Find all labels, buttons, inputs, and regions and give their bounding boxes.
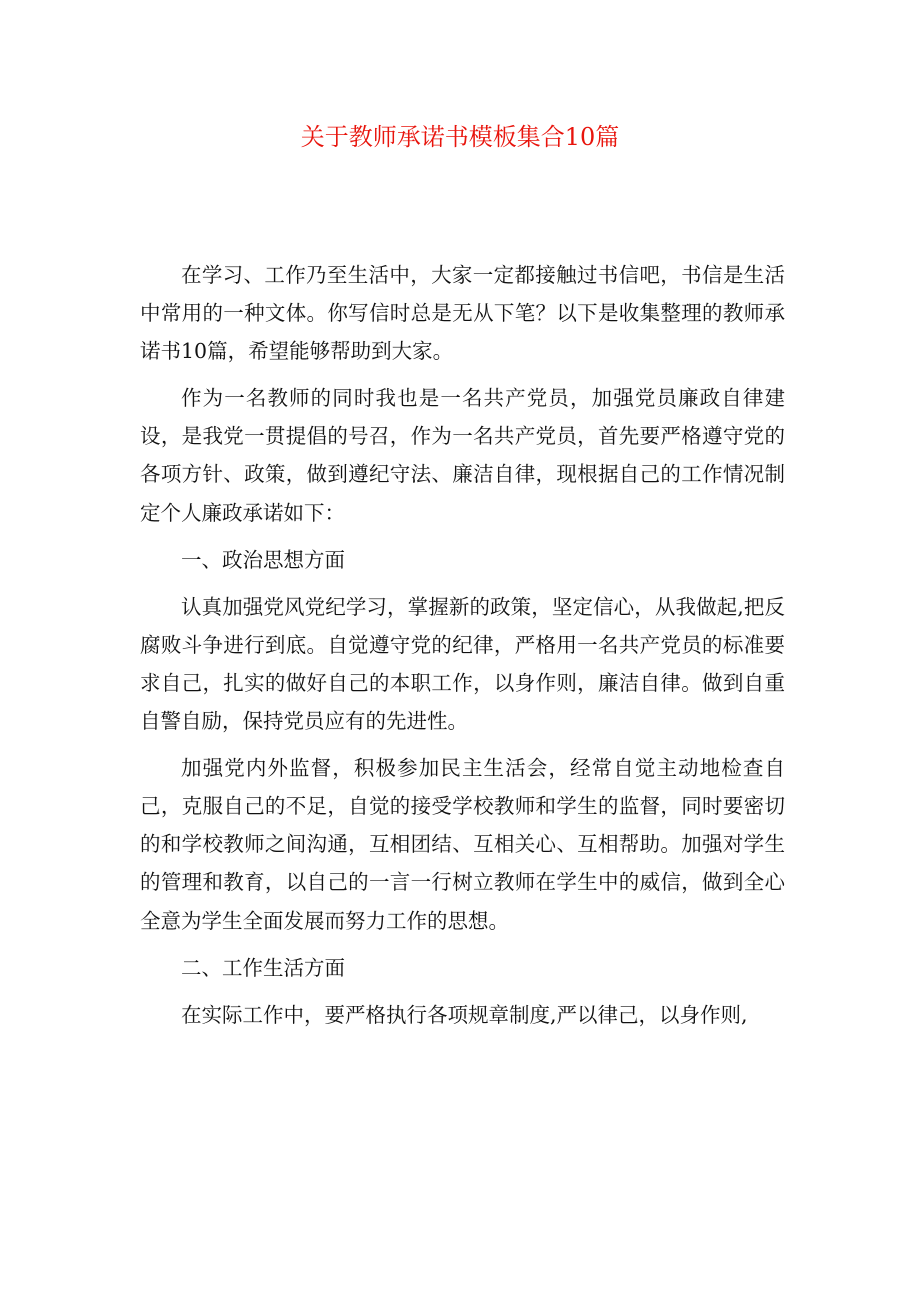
section-heading-work-life: 二、工作生活方面 xyxy=(181,955,345,980)
paragraph-commitment-preface: 作为一名教师的同时我也是一名共产党员，加强党员廉政自律建设，是我党一贯提倡的号召，作为一名共产党员，首先要严格遵守党的各项方针、政策，做到遵纪守法、廉洁自律，现根据自己的工作情况制定个人廉政承诺如下： xyxy=(140,386,785,525)
section-heading-political: 一、政治思想方面 xyxy=(181,547,345,572)
paragraph-intro: 在学习、工作乃至生活中，大家一定都接触过书信吧，书信是生活中常用的一种文体。你写信时总是无从下笔？以下是收集整理的教师承诺书10篇，希望能够帮助到大家。 xyxy=(140,263,785,364)
document-body xyxy=(140,256,785,1043)
paragraph-work-practice: 在实际工作中，要严格执行各项规章制度,严以律己，以身作则, xyxy=(181,1002,748,1027)
document-title: 关于教师承诺书模板集合10篇 xyxy=(300,123,620,151)
paragraph-supervision: 加强党内外监督，积极参加民主生活会，经常自觉主动地检查自己，克服自己的不足，自觉的接受学校教师和学生的监督，同时要密切的和学校教师之间沟通，互相团结、互相关心、互相帮助。加强对学生的管理和教育，以自己的一言一行树立教师在学生中的威信，做到全心全意为学生全面发展而努力工作的思想。 xyxy=(140,756,785,933)
paragraph-political-study: 认真加强党风党纪学习，掌握新的政策，坚定信心，从我做起,把反腐败斗争进行到底。自觉遵守党的纪律，严格用一名共产党员的标准要求自己，扎实的做好自己的本职工作，以身作则，廉洁自律。做到自重自警自励，保持党员应有的先进性。 xyxy=(140,594,785,734)
